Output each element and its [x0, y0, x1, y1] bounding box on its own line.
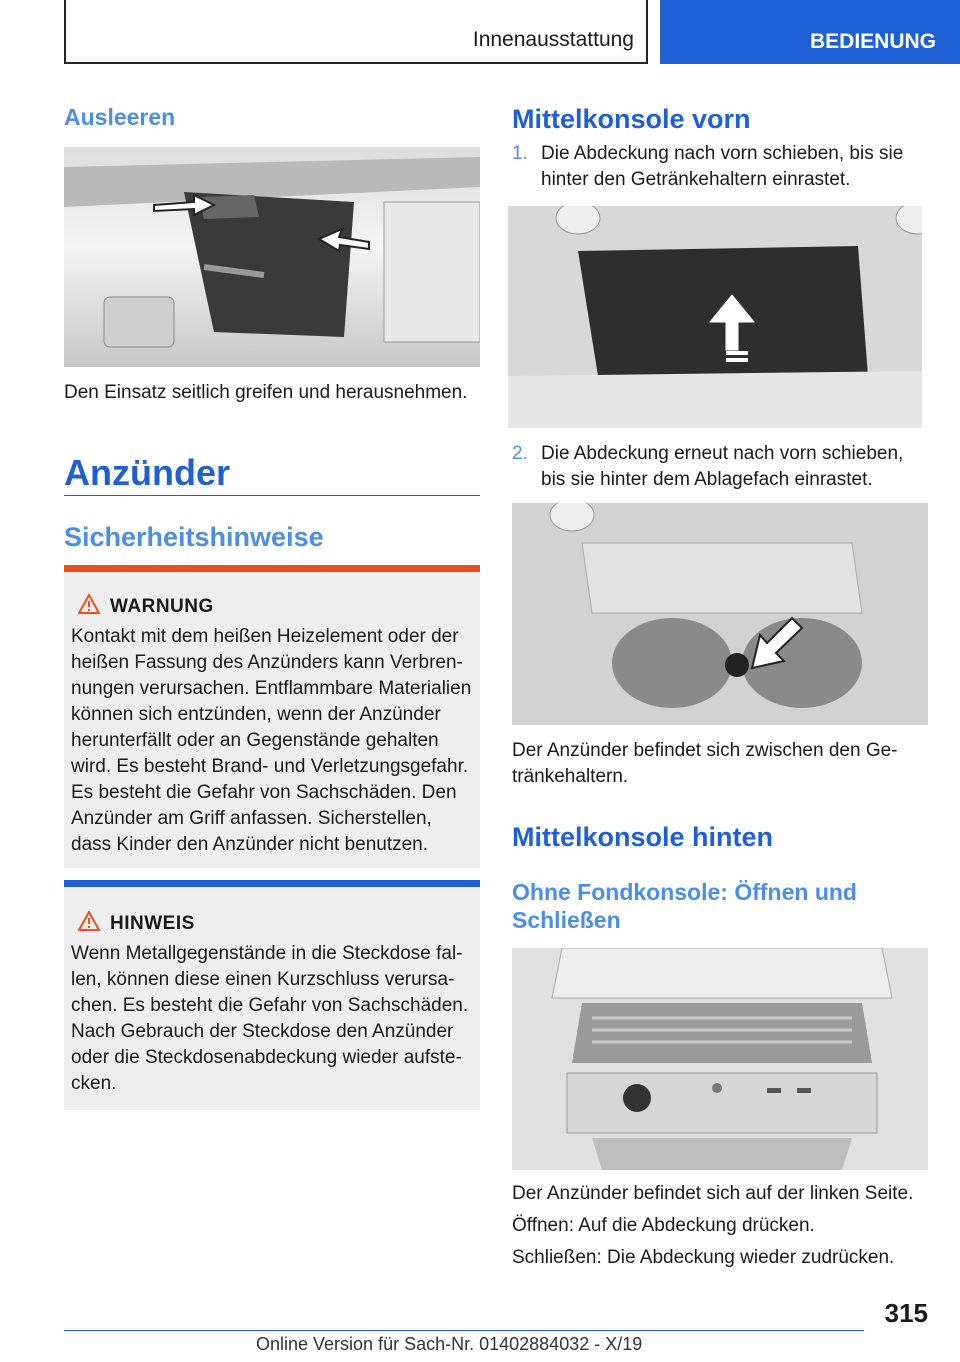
header-section-title: Innenausstattung	[472, 28, 634, 51]
ashtray-photo	[64, 147, 480, 367]
warning-title: WARNUNG	[110, 596, 214, 617]
console-front-photo-2	[512, 503, 928, 725]
warning-text: Kontakt mit dem heißen Heizelement oder der heißen Fassung des Anzünders kann Verbren-nungen verursachen. Entflammbare Materialien können sich entzünden, wenn der Anzünder herunterfällt oder an Gegenstände gehalten wird. Es besteht Brand- und Verletzungsgefahr. Es besteht die Gefahr von Sachschäden. Den Anzünder am Griff anfassen. Sicherstellen, dass Kinder den Anzünder nicht benutzen.	[71, 626, 472, 855]
footer-text: Online Version für Sach-Nr. 01402884032 - X/19	[256, 1334, 643, 1354]
hinten-line-1: Der Anzünder befindet sich auf der linken Seite.	[512, 1183, 914, 1204]
console-front-photo-1	[508, 206, 922, 428]
hinten-line-2: Öffnen: Auf die Abdeckung drücken.	[512, 1215, 815, 1236]
vorn-caption: Der Anzünder befindet sich zwischen den Ge-tränkehaltern.	[512, 740, 898, 787]
ohne-heading: Ohne Fondkonsole: Öffnen und Schließen	[512, 879, 857, 933]
step-text: Die Abdeckung erneut nach vorn schieben, bis sie hinter dem Ablagefach einrastet.	[541, 443, 904, 490]
hinten-heading: Mittelkonsole hinten	[512, 822, 774, 852]
notice-box	[64, 880, 480, 1110]
heading-rule	[64, 495, 480, 496]
step-number: 2.	[512, 443, 528, 464]
sicherheit-heading: Sicherheitshinweise	[64, 522, 324, 552]
notice-text: Wenn Metallgegenstände in die Steckdose fal-len, können diese einen Kurzschluss verursa-chen. Es besteht die Gefahr von Sachschäden. Nach Gebrauch der Steckdose den Anzünder oder die Steckdosenabdeckung wieder aufste-cken.	[71, 943, 469, 1094]
warning-triangle-icon	[78, 594, 100, 619]
vorn-heading: Mittelkonsole vorn	[512, 104, 751, 134]
step-number: 1.	[512, 143, 528, 164]
warning-box	[64, 565, 480, 868]
ashtray-illustration	[64, 147, 480, 367]
step-text: Die Abdeckung nach vorn schieben, bis sie hinter den Getränkehaltern einrastet.	[541, 143, 904, 190]
header-chapter-tab: BEDIENUNG	[660, 0, 960, 64]
page-number: 315	[884, 1298, 928, 1328]
hinten-line-3: Schließen: Die Abdeckung wieder zudrücken.	[512, 1247, 895, 1268]
notice-title: HINWEIS	[110, 913, 195, 934]
footer-rule	[64, 1330, 864, 1331]
ausleeren-heading: Ausleeren	[64, 104, 176, 130]
header-section-box	[64, 0, 648, 64]
ausleeren-caption: Den Einsatz seitlich greifen und herausnehmen.	[64, 382, 468, 403]
anzuender-heading: Anzünder	[64, 452, 230, 493]
console-rear-photo	[512, 948, 928, 1170]
warning-triangle-icon	[78, 911, 100, 936]
